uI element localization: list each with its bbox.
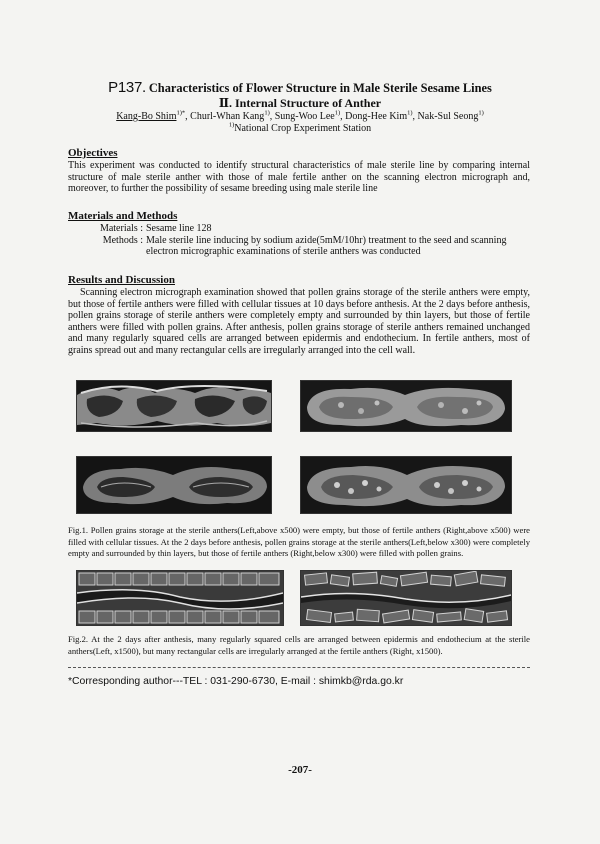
- author-mark: 1): [407, 109, 413, 117]
- author-list: Kang-Bo Shim$^{1)*}$, Churl-Whan Kang$^{1)}$, Sung-Woo Lee$^{1)}$, Dong-Hee Kim$^{1)}$, Nak-Sul Seong$^{1)}$: [116, 109, 484, 122]
- materials-label: Materials :: [99, 223, 143, 234]
- results-text: Scanning electron micrograph examination showed that pollen grains storage of the sterile anthers were empty, but those of fertile anthers were filled with cellular tissues at 10 days before anthesis. At the 2 days before anthesis, pollen grains storage of sterile anthers were completely empty and surrounded by thin layers, but those of fertile anthers were filled with pollen grains. After anthesis, pollen grains storage of sterile anthers remained unchanged and many regularly squared cells are arranged between epidermis and endothecium. In fertile anthers, most of grains spread out and many rectangular cells are irregularly arranged into the cell wall.: [68, 287, 530, 356]
- micrograph-sterile-cells: [76, 570, 284, 626]
- materials-heading: Materials and Methods: [68, 210, 178, 222]
- materials-section: [68, 210, 530, 258]
- micrograph-fertile-below: [300, 456, 512, 514]
- author-name: Dong-Hee Kim: [345, 111, 408, 122]
- micrograph-fertile-above: [300, 380, 512, 432]
- materials-text: Sesame line 128: [146, 223, 212, 234]
- affiliation-mark: 1): [228, 121, 235, 129]
- paper-subtitle: Ⅱ. Internal Structure of Anther: [218, 96, 382, 110]
- paper-header: [60, 80, 540, 134]
- author-mark: 1): [478, 109, 484, 117]
- methods-row: [68, 235, 530, 258]
- micrograph-fertile-cells: [300, 570, 512, 626]
- author-name: Nak-Sul Seong: [417, 111, 479, 122]
- micrograph-sterile-below: [76, 456, 272, 514]
- page-number: -207-: [288, 764, 312, 776]
- micrograph-sterile-above: [76, 380, 272, 432]
- paper-title: Characteristics of Flower Structure in Male Sterile Sesame Lines: [148, 81, 492, 95]
- objectives-section: [68, 147, 530, 195]
- footer-divider: [68, 667, 530, 668]
- paper-id: P137.: [108, 79, 146, 96]
- objectives-text: This experiment was conducted to identify structural characteristics of male sterile line by comparing internal structure of male sterile anther with those of male fertile anther on the scanning electron micrograph and, moreover, to further the possibility of sesame breeding using male sterile line: [68, 160, 530, 195]
- affiliation: [60, 123, 540, 134]
- results-section: [68, 274, 530, 357]
- author-name: Kang-Bo Shim: [116, 111, 177, 122]
- results-heading: Results and Discussion: [68, 274, 175, 286]
- fig2-caption: Fig.2. At the 2 days after anthesis, many regularly squared cells are arranged between epidermis and endothecium at the sterile anthers(Left, x1500), but many rectangular cells are irregularly arranged at the fertile anthers (Right, x1500).: [68, 634, 530, 656]
- author-mark: 1)*: [176, 109, 186, 117]
- author-mark: 1): [334, 109, 341, 117]
- objectives-heading: Objectives: [68, 147, 118, 159]
- fig1-caption: Fig.1. Pollen grains storage at the sterile anthers(Left,above x500) were empty, but those of fertile anthers (Right,above x500) were filled with cellular tissues. At the 2 days before anthesis, pollen grains storage at the sterile anthers(Left,below x300) were completely empty and surrounded by thin layers, but those of fertile anthers (Right,below x300) were filled with pollen grains.: [68, 525, 530, 559]
- title-line: [60, 80, 540, 96]
- affiliation-name: National Crop Experiment Station: [234, 123, 372, 134]
- methods-label: Methods :: [102, 234, 143, 246]
- materials-row: [68, 223, 530, 235]
- author-name: Sung-Woo Lee: [274, 111, 335, 122]
- corresponding-author: *Corresponding author---TEL : 031-290-6730, E-mail : shimkb@rda.go.kr: [68, 676, 404, 687]
- author-name: Churl-Whan Kang: [190, 111, 265, 122]
- methods-text: Male sterile line inducing by sodium azide(5mM/10hr) treatment to the seed and scanning electron micrographic examinations of sterile anthers was conducted: [146, 234, 507, 258]
- author-mark: 1): [264, 109, 270, 117]
